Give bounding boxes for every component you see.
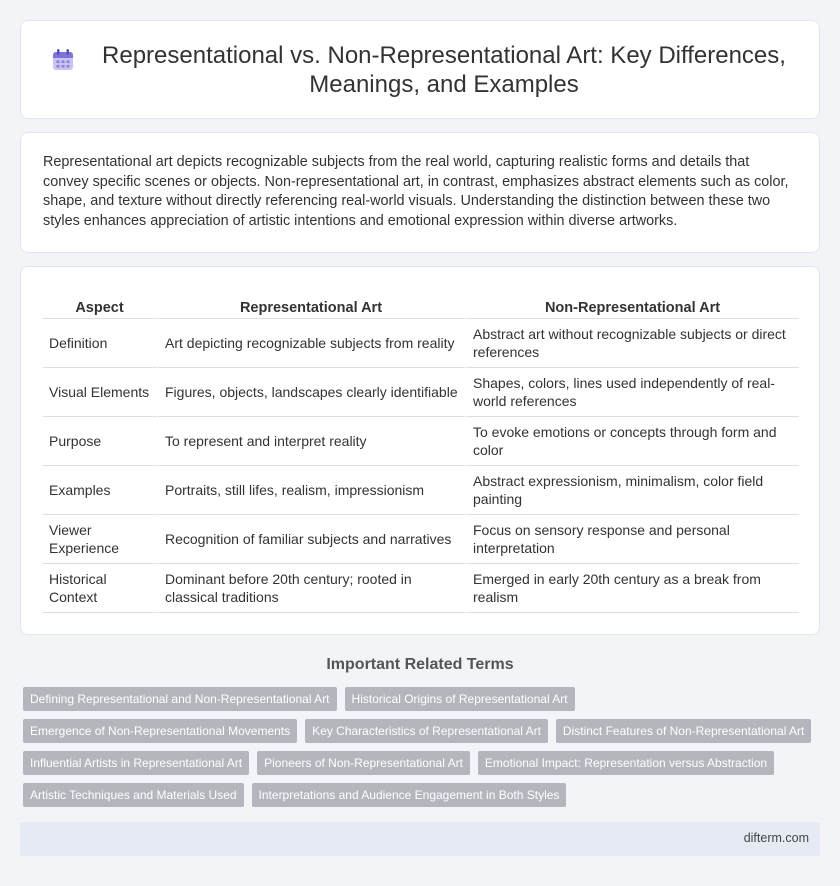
related-term-tag[interactable]: Distinct Features of Non-Representational Art [556,719,811,743]
table-row [43,319,799,368]
related-term-tag[interactable]: Key Characteristics of Representational Art [305,719,548,743]
table-cell-aspect: Viewer Experience [43,515,158,564]
table-cell-non-representational: Focus on sensory response and personal interpretation [466,515,799,564]
table-cell-aspect: Definition [43,319,158,368]
table-cell-representational: Figures, objects, landscapes clearly identifiable [158,368,466,417]
related-term-tag[interactable]: Interpretations and Audience Engagement in Both Styles [252,783,567,807]
table-cell-representational: Dominant before 20th century; rooted in classical traditions [158,564,466,613]
calendar-icon [50,47,76,73]
intro-card [20,132,820,253]
table-cell-aspect: Visual Elements [43,368,158,417]
table-cell-representational: Art depicting recognizable subjects from reality [158,319,466,368]
footer-site-name[interactable]: difterm.com [743,831,809,845]
header-representational: Representational Art [158,289,466,319]
table-cell-representational: Recognition of familiar subjects and narratives [158,515,466,564]
table-cell-non-representational: Emerged in early 20th century as a break from realism [466,564,799,613]
table-cell-non-representational: Shapes, colors, lines used independently of real-world references [466,368,799,417]
intro-paragraph: Representational art depicts recognizable subjects from the real world, capturing realistic forms and details that convey specific scenes or objects. Non-representational art, in contrast, emphasizes abstract elements such as color, shape, and texture without directly referencing real-world visuals. Understanding the distinction between these two styles enhances appreciation of artistic intentions and emotional expression within diverse artworks. [43,154,789,229]
table-cell-non-representational: Abstract expressionism, minimalism, color field painting [466,466,799,515]
header-aspect: Aspect [43,289,158,319]
header-card [20,20,820,119]
footer [20,822,820,856]
table-row [43,466,799,515]
table-row [43,564,799,613]
related-term-tag[interactable]: Influential Artists in Representational Art [23,751,249,775]
table-cell-non-representational: To evoke emotions or concepts through form and color [466,417,799,466]
related-term-tag[interactable]: Artistic Techniques and Materials Used [23,783,244,807]
header [50,41,790,99]
table-row [43,515,799,564]
header-non-representational: Non-Representational Art [466,289,799,319]
comparison-table-card [20,266,820,635]
related-term-tag[interactable]: Emergence of Non-Representational Movements [23,719,297,743]
table-cell-representational: To represent and interpret reality [158,417,466,466]
table-cell-non-representational: Abstract art without recognizable subjects or direct references [466,319,799,368]
related-term-tag[interactable]: Defining Representational and Non-Representational Art [23,687,337,711]
related-term-tag[interactable]: Pioneers of Non-Representational Art [257,751,470,775]
table-header-row [43,289,799,319]
related-term-tag[interactable]: Historical Origins of Representational Art [345,687,575,711]
related-term-tag[interactable]: Emotional Impact: Representation versus Abstraction [478,751,774,775]
comparison-table [43,289,799,613]
related-terms-list [23,687,823,807]
page-title: Representational vs. Non-Representational Art: Key Differences, Meanings, and Examples [102,41,786,98]
related-terms-title: Important Related Terms [326,656,514,673]
table-cell-aspect: Historical Context [43,564,158,613]
table-row [43,368,799,417]
table-cell-representational: Portraits, still lifes, realism, impressionism [158,466,466,515]
table-cell-aspect: Examples [43,466,158,515]
table-row [43,417,799,466]
table-cell-aspect: Purpose [43,417,158,466]
